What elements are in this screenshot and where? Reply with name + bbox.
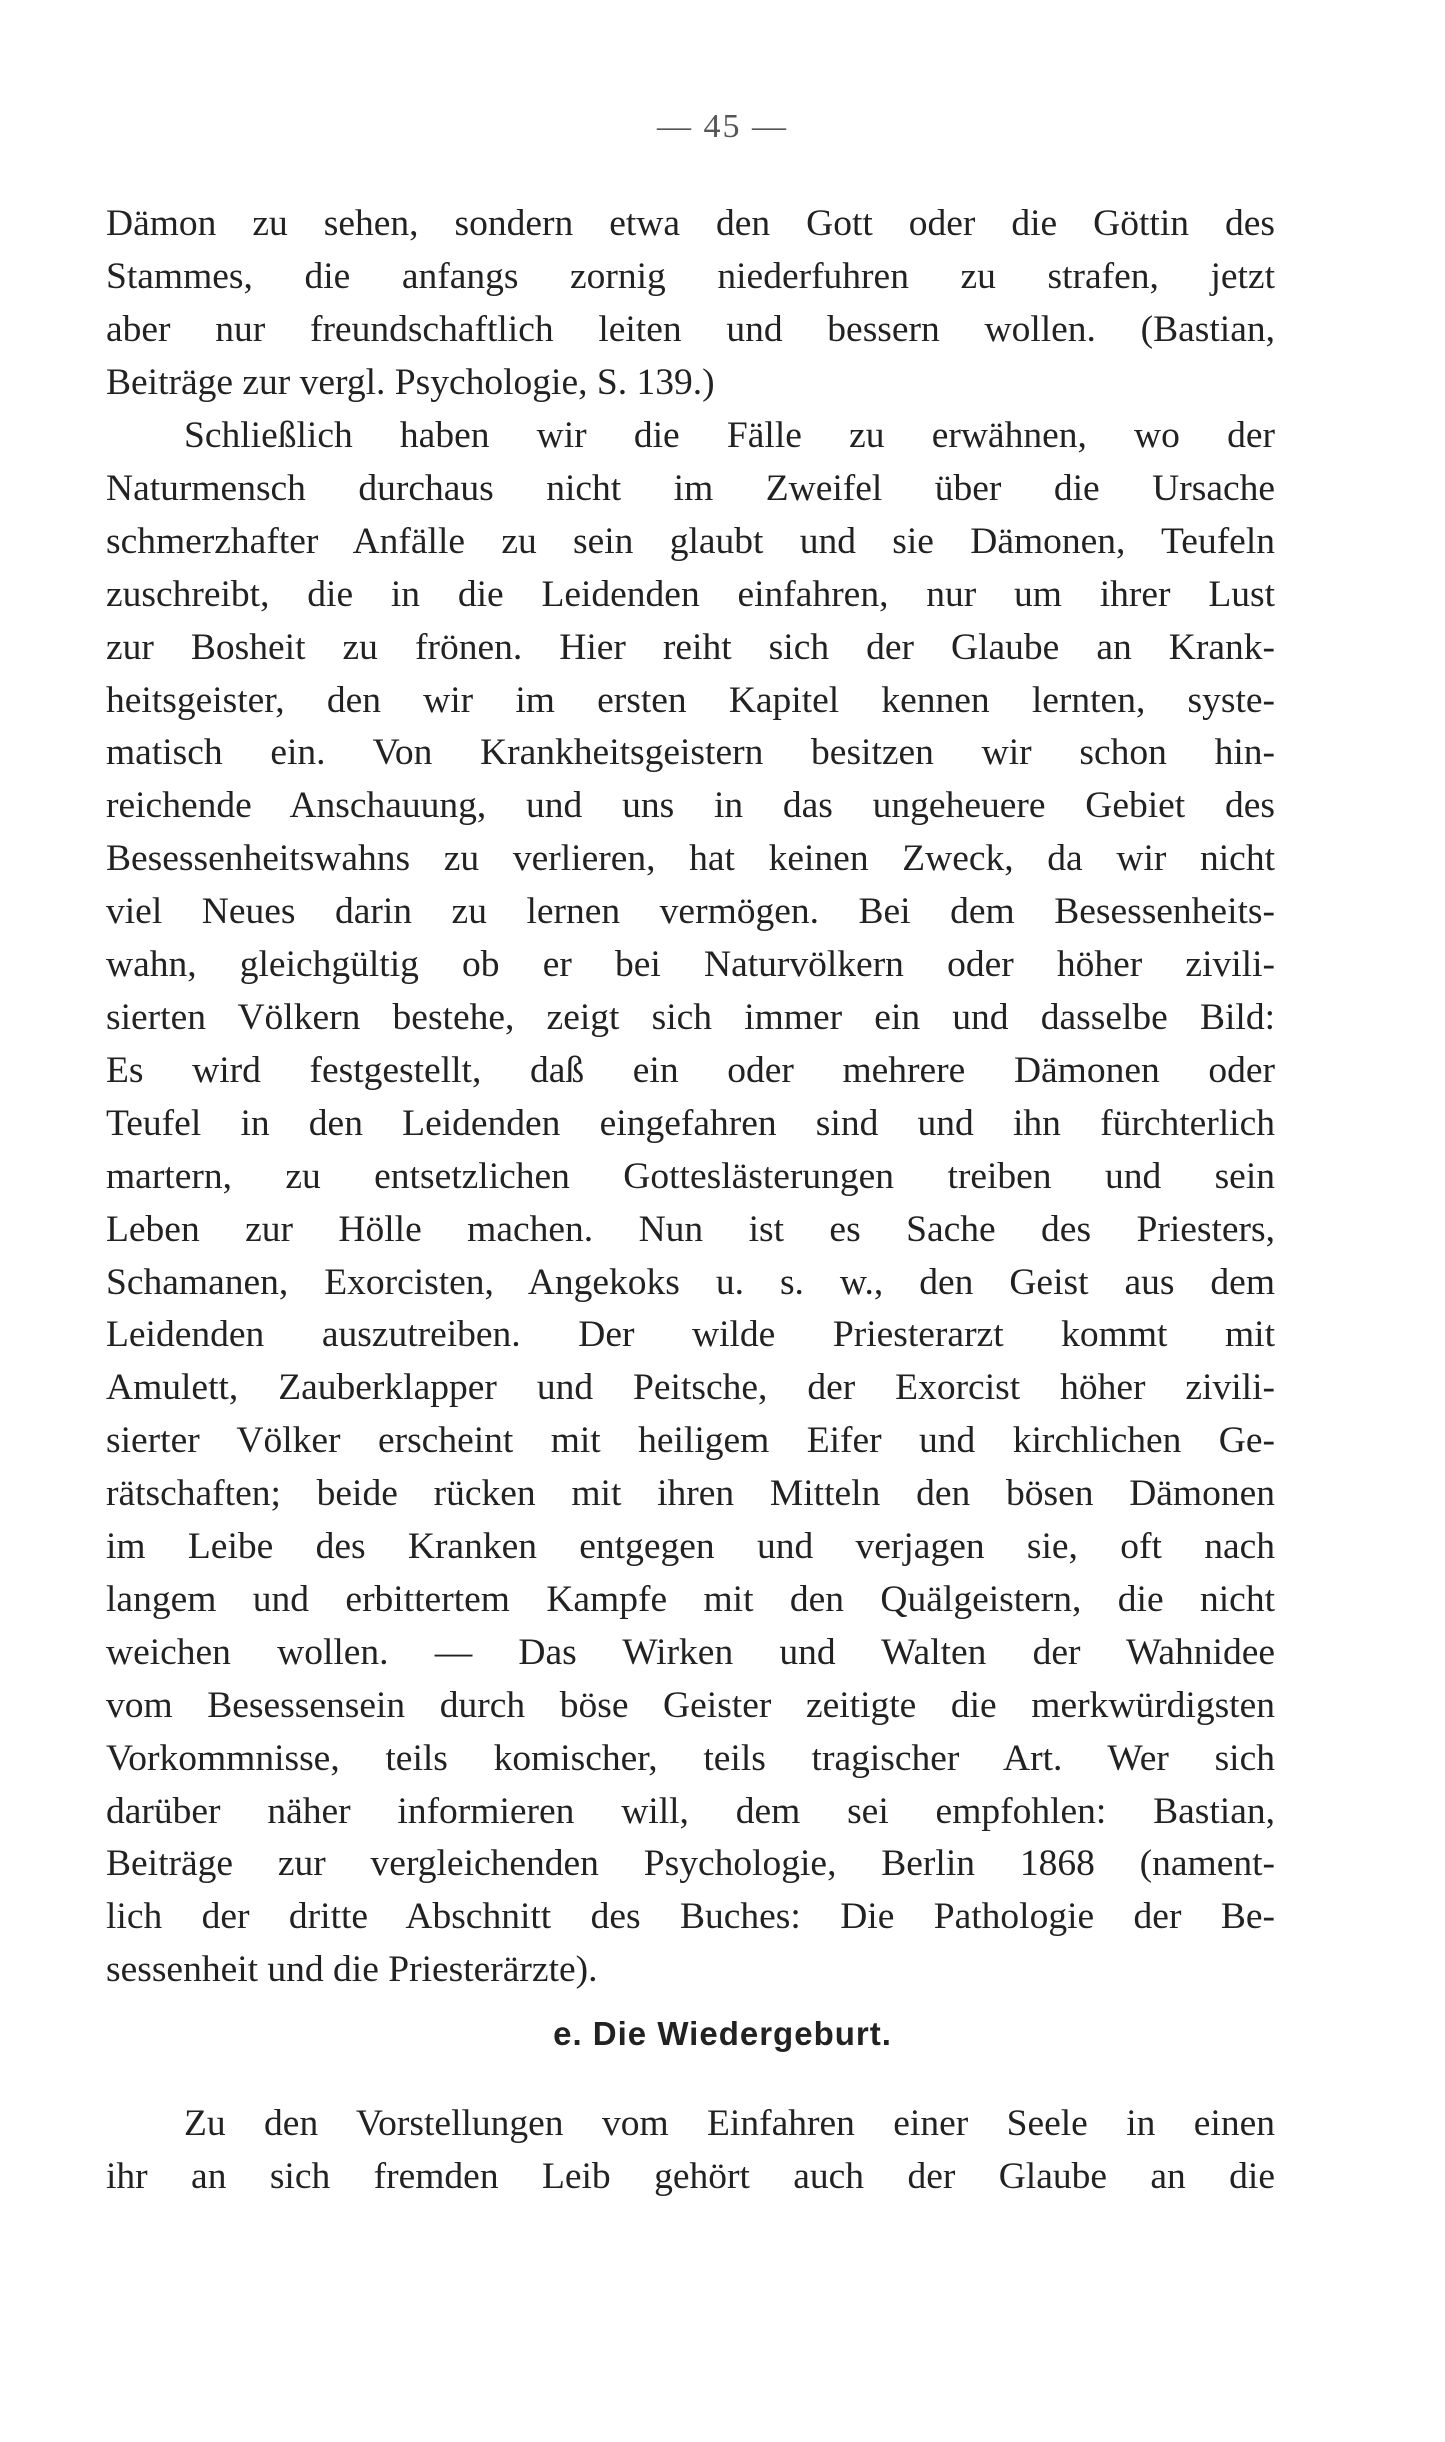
text-line: Amulett, Zauberklapper und Peitsche, der Exorcist höher zivili- <box>106 1367 1275 1409</box>
text-line: heitsgeister, den wir im ersten Kapitel kennen lernten, syste- <box>106 679 1275 721</box>
text-line: darüber näher informieren will, dem sei empfohlen: Bastian, <box>106 1790 1275 1832</box>
text-line: vom Besessensein durch böse Geister zeitigte die merkwürdigsten <box>106 1684 1275 1726</box>
text-line: schmerzhafter Anfälle zu sein glaubt und sie Dämonen, Teufeln <box>106 520 1275 562</box>
paragraph-3 <box>106 2098 1275 2204</box>
text-line: Zu den Vorstellungen vom Einfahren einer Seele in einen <box>184 2103 1275 2144</box>
text-line: lich der dritte Abschnitt des Buches: Die Pathologie der Be- <box>106 1896 1275 1938</box>
page-number: — 45 — <box>657 108 788 145</box>
text-line: Schließlich haben wir die Fälle zu erwähnen, wo der <box>184 415 1275 456</box>
text-line: weichen wollen. — Das Wirken und Walten der Wahnidee <box>106 1631 1275 1673</box>
text-line: Stammes, die anfangs zornig niederfuhren zu strafen, jetzt <box>106 255 1275 297</box>
text-line: zuschreibt, die in die Leidenden einfahren, nur um ihrer Lust <box>106 573 1275 615</box>
text-line: reichende Anschauung, und uns in das ungeheuere Gebiet des <box>106 785 1275 827</box>
text-line: im Leibe des Kranken entgegen und verjagen sie, oft nach <box>106 1526 1275 1568</box>
text-line: martern, zu entsetzlichen Gotteslästerungen treiben und sein <box>106 1155 1275 1197</box>
text-line: matisch ein. Von Krankheitsgeistern besitzen wir schon hin- <box>106 732 1275 774</box>
text-line: sessenheit und die Priesterärzte). <box>106 1949 598 1991</box>
text-line: wahn, gleichgültig ob er bei Naturvölkern oder höher zivili- <box>106 944 1275 986</box>
paragraph-2 <box>106 410 1275 1997</box>
text-line: aber nur freundschaftlich leiten und bessern wollen. (Bastian, <box>106 308 1275 350</box>
text-line: Naturmensch durchaus nicht im Zweifel über die Ursache <box>106 467 1275 509</box>
text-line: langem und erbittertem Kampfe mit den Quälgeistern, die nicht <box>106 1578 1275 1620</box>
text-line: Teufel in den Leidenden eingefahren sind und ihn fürchterlich <box>106 1102 1275 1144</box>
text-line: zur Bosheit zu frönen. Hier reiht sich der Glaube an Krank- <box>106 626 1275 668</box>
text-line: Besessenheitswahns zu verlieren, hat keinen Zweck, da wir nicht <box>106 838 1275 880</box>
text-line: sierten Völkern bestehe, zeigt sich immer ein und dasselbe Bild: <box>106 996 1275 1038</box>
section-heading: e. Die Wiedergeburt. <box>553 2015 892 2052</box>
text-line: Dämon zu sehen, sondern etwa den Gott oder die Göttin des <box>106 203 1275 244</box>
text-line: Vorkommnisse, teils komischer, teils tragischer Art. Wer sich <box>106 1737 1275 1779</box>
text-line: Leben zur Hölle machen. Nun ist es Sache des Priesters, <box>106 1208 1275 1250</box>
text-line: Leidenden auszutreiben. Der wilde Priesterarzt kommt mit <box>106 1314 1275 1356</box>
text-line: viel Neues darin zu lernen vermögen. Bei dem Besessenheits- <box>106 891 1275 933</box>
text-line: ihr an sich fremden Leib gehört auch der Glaube an die <box>106 2155 1275 2197</box>
paragraph-1 <box>106 198 1275 410</box>
text-line: Beiträge zur vergleichenden Psychologie, Berlin 1868 (nament- <box>106 1843 1275 1885</box>
text-line: Es wird festgestellt, daß ein oder mehrere Dämonen oder <box>106 1049 1275 1091</box>
text-line: Beiträge zur vergl. Psychologie, S. 139.) <box>106 361 715 403</box>
text-line: sierter Völker erscheint mit heiligem Eifer und kirchlichen Ge- <box>106 1420 1275 1462</box>
text-line: Schamanen, Exorcisten, Angekoks u. s. w., den Geist aus dem <box>106 1261 1275 1303</box>
text-line: rätschaften; beide rücken mit ihren Mitteln den bösen Dämonen <box>106 1473 1275 1515</box>
